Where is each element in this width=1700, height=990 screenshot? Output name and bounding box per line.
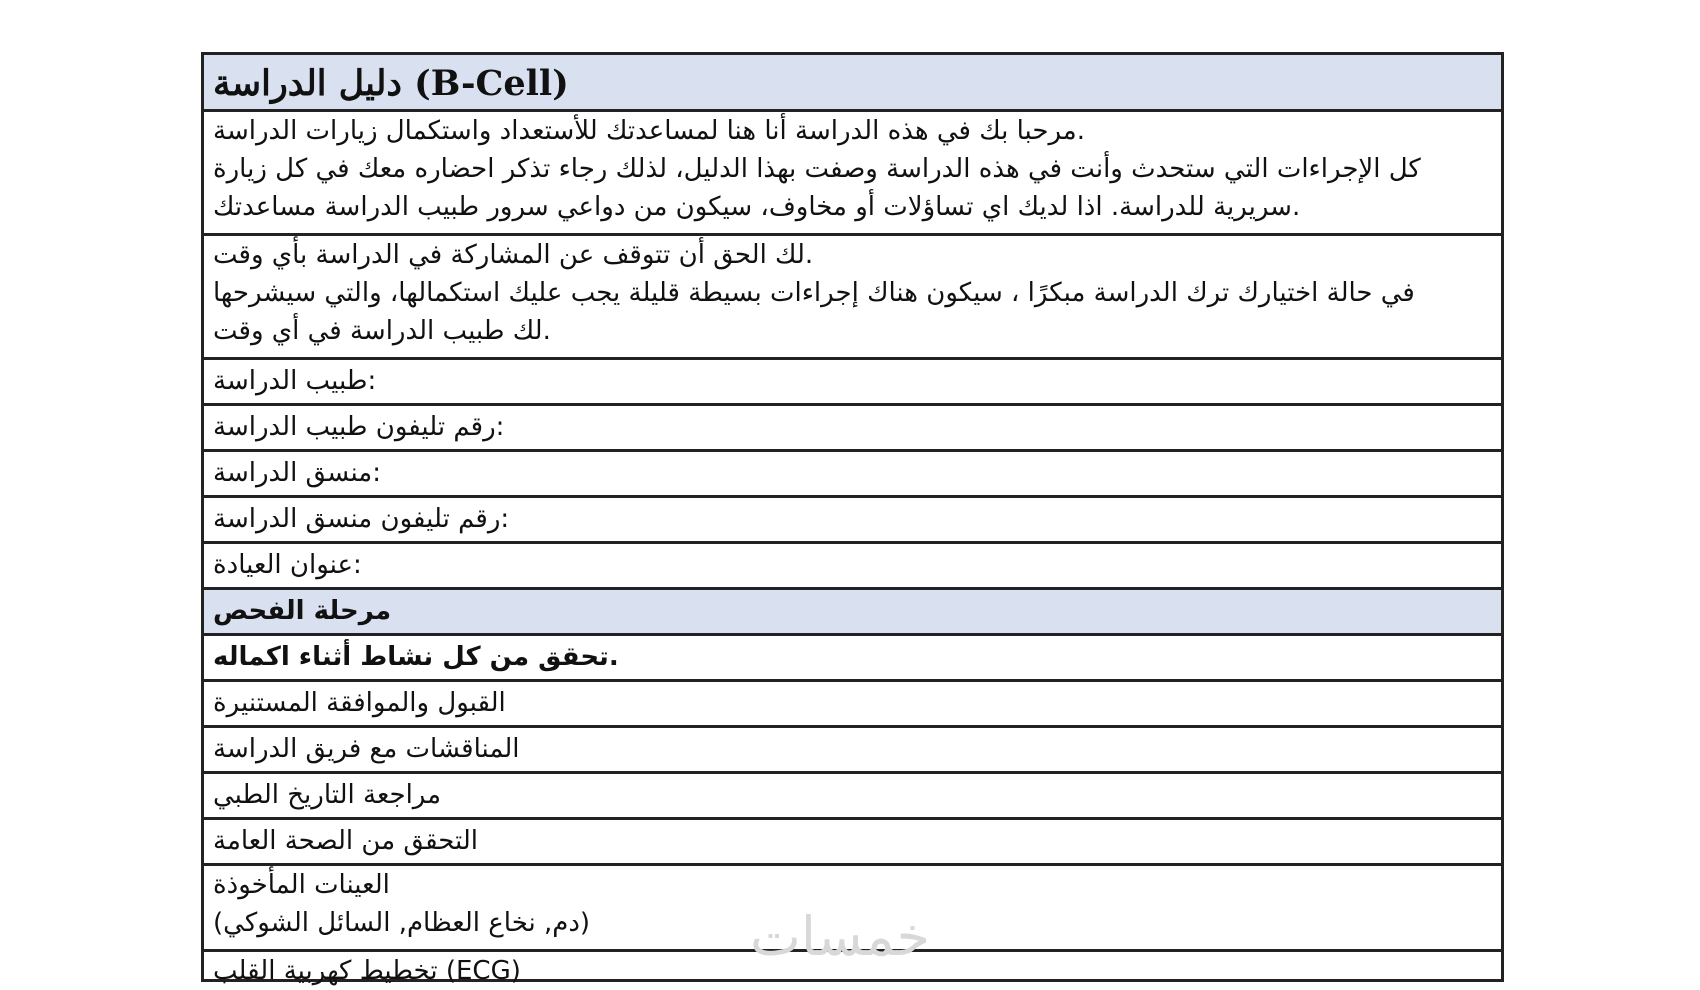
rights-cell <box>204 236 1501 360</box>
study-guide-table <box>201 52 1504 986</box>
study-guide-title <box>204 55 1501 112</box>
watermark-logo: خمسات <box>750 905 931 968</box>
rights-line-2: في حالة اختيارك ترك الدراسة مبكرًا ، سيكون هناك إجراءات بسيطة قليلة يجب عليك استكمالها، والتي سيشرحها <box>213 278 1415 308</box>
intro-line-3: سريرية للدراسة. اذا لديك اي تساؤلات أو مخاوف، سيكون من دواعي سرور طبيب الدراسة مساعدتك. <box>213 192 1301 222</box>
samples-detail: (دم, نخاع العظام, السائل الشوكي) <box>213 908 591 938</box>
intro-line-1: مرحبا بك في هذه الدراسة أنا هنا لمساعدتك للأستعداد واستكمال زيارات الدراسة. <box>213 116 1085 146</box>
screening-item-health-check[interactable]: التحقق من الصحة العامة <box>204 820 1501 866</box>
screening-instruction: تحقق من كل نشاط أثناء اكماله. <box>204 636 1501 682</box>
doctor-field[interactable]: طبيب الدراسة: <box>204 360 1501 406</box>
rights-line-3: لك طبيب الدراسة في أي وقت. <box>213 316 551 346</box>
screening-item-medical-history[interactable]: مراجعة التاريخ الطبي <box>204 774 1501 820</box>
screening-item-consent[interactable]: القبول والموافقة المستنيرة <box>204 682 1501 728</box>
clinic-address-field[interactable]: عنوان العيادة: <box>204 544 1501 590</box>
title-text: دليل الدراسة (B-Cell) <box>213 63 569 104</box>
intro-line-2: كل الإجراءات التي ستحدث وأنت في هذه الدراسة وصفت بهذا الدليل، لذلك رجاء تذكر احضاره معك في كل زيارة <box>213 154 1421 184</box>
screening-item-discussions[interactable]: المناقشات مع فريق الدراسة <box>204 728 1501 774</box>
coordinator-phone-field[interactable]: رقم تليفون منسق الدراسة: <box>204 498 1501 544</box>
rights-line-1: لك الحق أن تتوقف عن المشاركة في الدراسة بأي وقت. <box>213 240 814 270</box>
samples-label: العينات المأخوذة <box>213 870 390 900</box>
doctor-phone-field[interactable]: رقم تليفون طبيب الدراسة: <box>204 406 1501 452</box>
coordinator-field[interactable]: منسق الدراسة: <box>204 452 1501 498</box>
intro-cell <box>204 112 1501 236</box>
screening-item-ecg-partial[interactable]: تخطيط كهربية القلب (ECG) <box>204 952 1501 982</box>
screening-section-title: مرحلة الفحص <box>204 590 1501 636</box>
